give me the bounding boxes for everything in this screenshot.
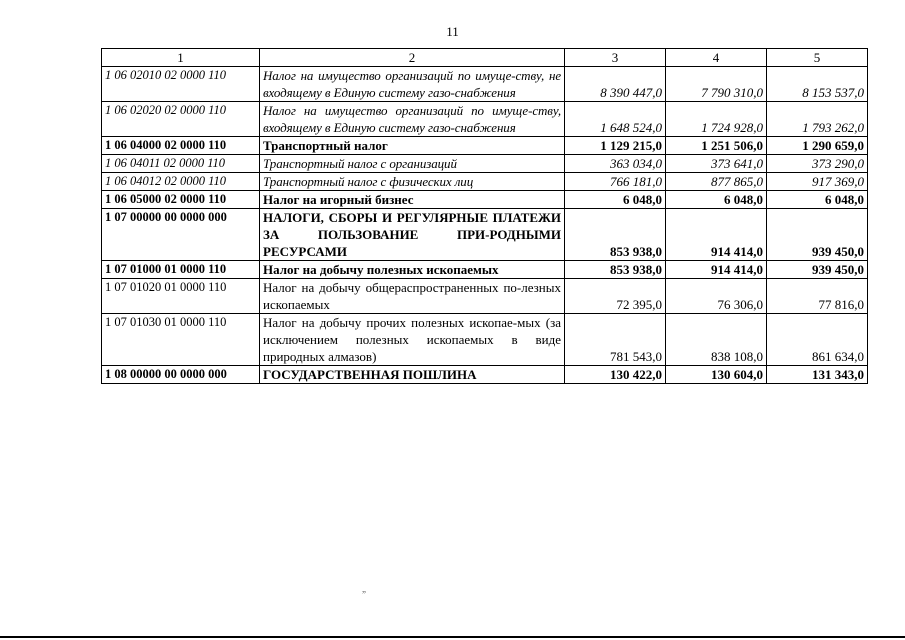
- revenue-name: Транспортный налог с физических лиц: [260, 173, 565, 191]
- table-row: [102, 155, 868, 173]
- budget-code: 1 07 01000 01 0000 110: [102, 261, 260, 279]
- table-row: [102, 173, 868, 191]
- budget-code: 1 06 04012 02 0000 110: [102, 173, 260, 191]
- revenue-name: Налог на имущество организаций по имуще-ству, входящему в Единую систему газо-снабжения: [260, 102, 565, 137]
- revenue-name: Транспортный налог с организаций: [260, 155, 565, 173]
- value-col5: 939 450,0: [767, 209, 868, 261]
- value-col4: 877 865,0: [666, 173, 767, 191]
- value-col3: 766 181,0: [565, 173, 666, 191]
- table-row: [102, 261, 868, 279]
- revenue-name: Налог на добычу прочих полезных ископае-мых (за исключением полезных ископаемых в виде природных алмазов): [260, 314, 565, 366]
- value-col5: 939 450,0: [767, 261, 868, 279]
- value-col3: 781 543,0: [565, 314, 666, 366]
- revenue-name: Транспортный налог: [260, 137, 565, 155]
- column-header: 5: [767, 49, 868, 67]
- revenue-table: [101, 48, 868, 384]
- table-row: [102, 314, 868, 366]
- revenue-name: Налог на игорный бизнес: [260, 191, 565, 209]
- value-col3: 72 395,0: [565, 279, 666, 314]
- value-col5: 917 369,0: [767, 173, 868, 191]
- page-bottom-border: [0, 636, 905, 638]
- table-row: [102, 102, 868, 137]
- scan-mark: „: [362, 584, 366, 594]
- table-row: [102, 209, 868, 261]
- table-row: [102, 191, 868, 209]
- column-header: 4: [666, 49, 767, 67]
- revenue-name: Налог на добычу общераспространенных по-лезных ископаемых: [260, 279, 565, 314]
- value-col5: 373 290,0: [767, 155, 868, 173]
- budget-code: 1 07 01020 01 0000 110: [102, 279, 260, 314]
- column-header: 2: [260, 49, 565, 67]
- budget-code: 1 06 04000 02 0000 110: [102, 137, 260, 155]
- value-col5: 6 048,0: [767, 191, 868, 209]
- table-row: [102, 67, 868, 102]
- value-col3: 6 048,0: [565, 191, 666, 209]
- value-col5: 77 816,0: [767, 279, 868, 314]
- value-col3: 853 938,0: [565, 261, 666, 279]
- value-col3: 853 938,0: [565, 209, 666, 261]
- table-row: [102, 366, 868, 384]
- budget-code: 1 07 01030 01 0000 110: [102, 314, 260, 366]
- budget-code: 1 06 02020 02 0000 110: [102, 102, 260, 137]
- value-col4: 6 048,0: [666, 191, 767, 209]
- value-col5: 131 343,0: [767, 366, 868, 384]
- value-col4: 373 641,0: [666, 155, 767, 173]
- value-col4: 7 790 310,0: [666, 67, 767, 102]
- value-col4: 914 414,0: [666, 261, 767, 279]
- value-col3: 363 034,0: [565, 155, 666, 173]
- value-col5: 861 634,0: [767, 314, 868, 366]
- value-col5: 8 153 537,0: [767, 67, 868, 102]
- value-col4: 838 108,0: [666, 314, 767, 366]
- table-header-row: [102, 49, 868, 67]
- revenue-name: Налог на имущество организаций по имуще-ству, не входящему в Единую систему газо-снабжения: [260, 67, 565, 102]
- value-col3: 8 390 447,0: [565, 67, 666, 102]
- page-number: 11: [446, 24, 459, 39]
- column-header: 3: [565, 49, 666, 67]
- value-col4: 130 604,0: [666, 366, 767, 384]
- value-col4: 914 414,0: [666, 209, 767, 261]
- revenue-name: НАЛОГИ, СБОРЫ И РЕГУЛЯРНЫЕ ПЛАТЕЖИ ЗА ПОЛЬЗОВАНИЕ ПРИ-РОДНЫМИ РЕСУРСАМИ: [260, 209, 565, 261]
- value-col4: 1 724 928,0: [666, 102, 767, 137]
- value-col3: 1 129 215,0: [565, 137, 666, 155]
- column-header: 1: [102, 49, 260, 67]
- budget-code: 1 06 04011 02 0000 110: [102, 155, 260, 173]
- value-col4: 1 251 506,0: [666, 137, 767, 155]
- revenue-name: Налог на добычу полезных ископаемых: [260, 261, 565, 279]
- budget-code: 1 07 00000 00 0000 000: [102, 209, 260, 261]
- budget-code: 1 06 02010 02 0000 110: [102, 67, 260, 102]
- value-col3: 130 422,0: [565, 366, 666, 384]
- value-col3: 1 648 524,0: [565, 102, 666, 137]
- budget-code: 1 08 00000 00 0000 000: [102, 366, 260, 384]
- table-row: [102, 279, 868, 314]
- value-col4: 76 306,0: [666, 279, 767, 314]
- revenue-name: ГОСУДАРСТВЕННАЯ ПОШЛИНА: [260, 366, 565, 384]
- value-col5: 1 290 659,0: [767, 137, 868, 155]
- table-row: [102, 137, 868, 155]
- value-col5: 1 793 262,0: [767, 102, 868, 137]
- budget-code: 1 06 05000 02 0000 110: [102, 191, 260, 209]
